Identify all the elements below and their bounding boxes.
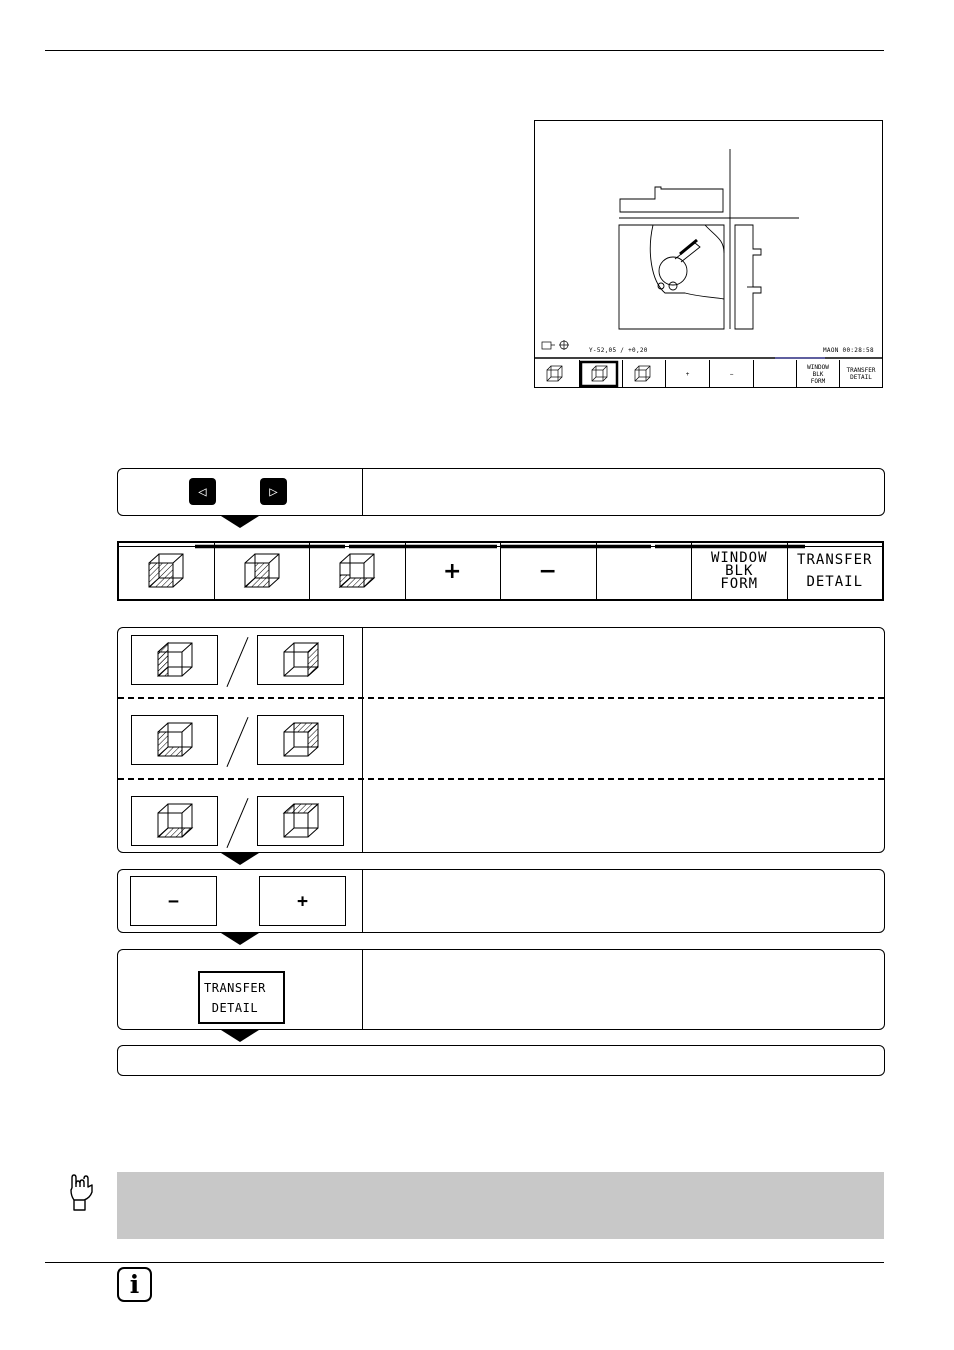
step-transfer [117, 949, 885, 1030]
plus-button[interactable]: + [259, 876, 346, 926]
cube-back-shaded-button[interactable] [257, 715, 344, 765]
cube-right-shaded-button[interactable] [257, 635, 344, 685]
transfer-detail-button[interactable]: TRANSFER DETAIL [198, 971, 285, 1024]
screen-softkey-transfer[interactable]: TRANSFER DETAIL [839, 360, 882, 388]
softkey-cube-bottom[interactable] [310, 543, 406, 599]
minus-button[interactable]: − [130, 876, 217, 926]
cube-front-shaded-icon [146, 551, 186, 591]
arrow-right-key[interactable]: ▷ [260, 478, 287, 505]
step-select-section [117, 627, 885, 853]
column-divider [362, 950, 363, 1029]
cube-top-shaded-button[interactable] [257, 796, 344, 846]
screen-softkey-blank[interactable] [753, 360, 796, 388]
screen-softkey-window[interactable]: WINDOW BLK FORM [796, 360, 839, 388]
info-icon: i [117, 1267, 152, 1302]
softkey-row [117, 541, 884, 601]
cube-back-shaded-icon [281, 720, 321, 760]
separator-slash [226, 798, 248, 848]
cube-center-shaded-icon [242, 551, 282, 591]
flow-arrow [221, 516, 259, 528]
separator-slash [226, 637, 248, 687]
cube-left-shaded-icon [155, 640, 195, 680]
note-box [117, 1172, 884, 1239]
softkey-transfer-detail[interactable]: TRANSFER DETAIL [797, 552, 873, 590]
step-arrow-keys [117, 468, 885, 516]
cube-front-inner-shaded-icon [155, 720, 195, 760]
cube-bottom-shaded-button[interactable] [131, 796, 218, 846]
tool-icons [542, 340, 569, 350]
screen-time: MAON 00:28:58 [823, 347, 874, 354]
cube-right-shaded-icon [281, 640, 321, 680]
cube-top-face-icon [281, 801, 321, 841]
screen-softkey-3[interactable] [622, 360, 665, 388]
softkey-cube-center[interactable] [215, 543, 311, 599]
step-result [117, 1045, 885, 1076]
column-divider [362, 469, 363, 515]
cube-bottom-face-icon [155, 801, 195, 841]
cube-bottom-shaded-icon [337, 551, 377, 591]
flow-arrow [221, 1030, 259, 1042]
footer-rule [45, 1262, 884, 1263]
tnc-screen-screenshot [534, 120, 883, 388]
softkey-minus[interactable]: − [501, 543, 597, 599]
screen-softkey-plus[interactable]: + [665, 360, 709, 388]
separator-slash [226, 717, 248, 767]
softkey-plus[interactable]: + [406, 543, 502, 599]
softkey-blank[interactable] [597, 543, 693, 599]
header-rule [45, 50, 884, 51]
softkey-bar-indicator [117, 534, 884, 539]
dashed-separator [118, 697, 884, 699]
cube-left-shaded-button[interactable] [131, 635, 218, 685]
screen-softkey-2[interactable] [579, 360, 622, 388]
screen-softkey-minus[interactable]: − [709, 360, 753, 388]
step-zoom [117, 869, 885, 933]
arrow-left-key[interactable]: ◁ [189, 478, 216, 505]
column-divider [362, 628, 363, 852]
hand-pointing-icon [66, 1172, 96, 1212]
column-divider [362, 870, 363, 932]
flow-arrow [221, 933, 259, 945]
flow-arrow [221, 853, 259, 865]
softkey-window-blk-form[interactable]: WINDOW BLK FORM [692, 543, 788, 599]
cube-front-shaded-button[interactable] [131, 715, 218, 765]
dashed-separator [118, 778, 884, 780]
screen-softkey-1[interactable] [535, 360, 579, 388]
screen-coordinates: Y-52,05 / +0,20 [589, 347, 648, 354]
softkey-cube-front[interactable] [119, 543, 215, 599]
